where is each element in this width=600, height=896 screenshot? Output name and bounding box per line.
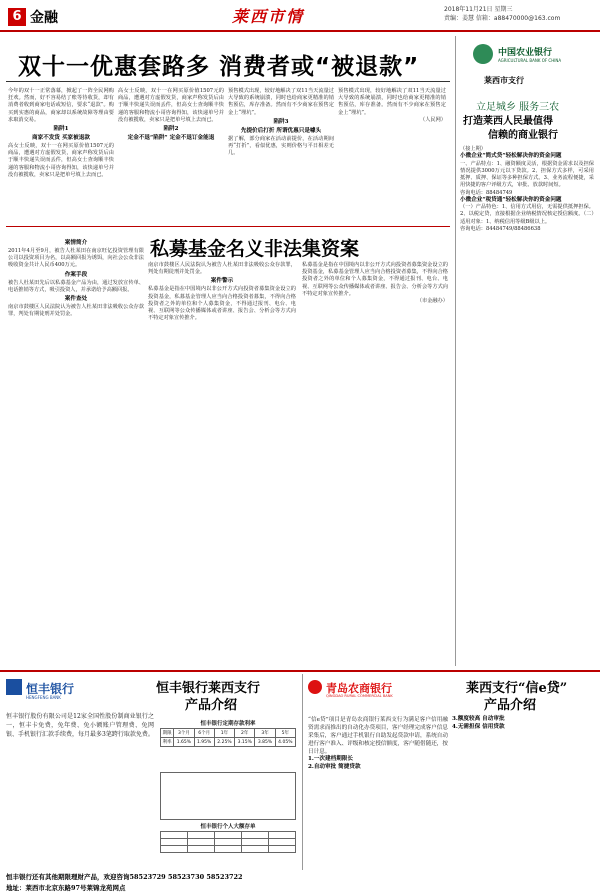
rate-cell: 3.85% [255,738,275,747]
rate-table [160,728,296,747]
header-rule [0,30,600,32]
abc-body [460,146,594,233]
qingdao-intro: “信e贷”项目是青岛农商银行莱西支行为满足客户信用融资需求而推出的自动化办贷项目，客户经理完成客户信息采集后，客户通过手机银行自助发起贷款申请，系统自动进行客户准入、评级和核定授信额度，客户随借随还，按日计息。 [308,717,448,755]
hengfeng-title1: 恒丰银行莱西支行 [156,681,261,696]
abc-product1: 小微企业“简式贷”轻松解决你的资金问题 [460,153,562,160]
masthead: 莱西市情 [232,7,305,26]
article1-sub1: 陷阱1 [53,126,69,133]
article1-sub3b: 先提价后打折 所谓优惠只是噱头 [240,127,322,134]
hengfeng-footer1: 恒丰银行还有其他期限理财产品，欢迎咨询58523729 58523730 58523722 [6,873,243,881]
rate-cell: 1.65% [174,738,194,747]
case1-body: 2011年4月至9月，被告人杜某田在南京旺亿投资管理有限公司以投资项目为名，以高额回报为诱饵，向社会公众非法吸收资金共计人民币400万元。 [8,248,144,269]
sample-table-caption: 恒丰银行个人大额存单 [200,824,256,830]
article1-col1 [8,88,114,179]
abc-bank-en: AGRICULTURAL BANK OF CHINA [498,58,562,63]
article2-col2 [148,262,296,322]
qingdao-col1 [308,716,448,771]
abc-contact1: 咨询电话：88484749 [460,189,513,196]
case3-body: 南京市鼓楼区人民法院认为被告人杜某田非法吸收公众存款罪，判处有期徒刑并处罚金。 [8,304,144,318]
article1-author: （人民网） [420,116,446,123]
rate-cell: 3.15% [235,738,255,747]
bottom-ads-rule [0,670,600,672]
rate-cell: 2.25% [214,738,234,747]
article2-headline: 私募基金名义非法集资案 [150,238,360,260]
article1-body2: 预售模式出现，较好地解决了双11当天流量过大导致的系统崩溃，同时也给商家更精准的销售预估，库存准备。然而有不少商家在预售定金上“埋坑”。 [228,88,334,116]
case2-title: 作案手段 [64,271,88,278]
abc-slogan3: 信赖的商业银行 [488,130,558,141]
abc-logo-icon [473,44,493,64]
rate-value-row [161,738,296,747]
bottom-ad-divider [302,674,303,870]
product-info-box [160,772,296,820]
article1-intro: 今年的双十一正常落幕，掀起了一阵全民网购狂欢。然而，好不容易结了账等待收货，却有消费者收到商家电话或短信，要求“退款”。购买到实惠的商品，商家却以系统故障等理由要求取消交易。 [8,88,114,123]
section-title: 金融 [30,10,58,26]
article1-sub1b: 商家不发货 买家被退款 [32,135,90,142]
rate-header-cell: 1年 [214,729,234,738]
rate-cell: 4.05% [275,738,295,747]
rate-header-cell: 3个月 [174,729,194,738]
qingdao-logo-icon [308,680,322,694]
article2-col1 [8,238,144,318]
rate-header-cell: 2年 [235,729,255,738]
article1-body3-cont: 预售模式出现，较好地解决了双11当天流量过大导致的系统崩溃，同时也给商家更精准的销售预估，库存准备。然而有不少商家在预售定金上“埋坑”。 [338,88,446,116]
ad-column-divider [455,36,456,666]
rate-header-cell: 期限 [161,729,174,738]
qingdao-col2 [452,716,594,731]
article1-body3: 据了解，部分商家在活动前提价，在活动期间再“打折”，看似优惠，实则价格与平日相差无几。 [228,135,334,157]
abc-slogan2: 打造莱西人民最值得 [463,116,553,127]
dateline: 2018年11月21日 星期三 [444,6,513,13]
warning-body-cont: 私募基金是指在中国境内以非公开方式向投资者募集资金设立的投资基金，私募基金管理人应当向合格投资者募集，不得向合格投资者之外的单位和个人募集资金，不得通过报刊、电台、电视、互联网等公众传播媒体或者讲座、报告会、分析会等方式向不特定对象宣传推介。 [302,262,448,297]
article1-body1-cont: 高女士反映，双十一在网买原价值1507元的商品，遭遇对方虚假发货，商家声称发货后由于顺丰快递失误而丢件，但高女士查询顺丰快递的客服和物流小哥咨询得知，该快递单号并没有被揽收，卖家只是把单号填上去而已。 [118,88,224,123]
hengfeng-bank-en: HENGFENG BANK [26,695,61,700]
article1-headline: 双十一优惠套路多 消费者或“被退款” [18,54,420,80]
abc-product1-body: 一、产品特点：1、融资额度灵活，根据资金需求以及担保情况提供3000万元以下贷款。2、担保方式多样，可采用抵押、质押、保证等多种担保方式。3、业务流程便捷，采用快捷的客户评级方式，审批、放款时间短。 [460,160,594,189]
article1-sub3: 陷阱3 [273,118,289,125]
abc-branch: 莱西市支行 [484,75,524,85]
qingdao-bank-en: QINGDAO RURAL COMMERCIAL BANK [326,694,393,698]
article-separator [6,226,450,227]
article1-col2 [118,88,224,143]
warning-body: 私募基金是指在中国境内以非公开方式向投资者募集资金设立的投资基金，私募基金管理人应当向合格投资者募集，不得向合格投资者之外的单位和个人募集资金，不得通过报刊、电台、电视、互联网等公众传播媒体或者讲座、报告会、分析会等方式向不特定对象宣传推介。 [148,286,296,322]
rate-cell: 1.95% [194,738,214,747]
abc-section: （接上期） [460,146,486,152]
article2-col3 [302,262,448,305]
abc-product2-body: （一）产品特色：1、信用方式用信，无需提供抵押担保。2、以税定贷，直接根据企业纳税情况核定授信额度。（二）适用对象：1、纳税信用等级B级以上。 [460,204,594,225]
editor-line: 责编：姜慧 信箱：a88470000@163.com [444,15,561,22]
qingdao-point1: 1.一次建档期限长 [308,756,353,762]
case1-title: 案情简介 [64,240,88,246]
hengfeng-bank-name: 恒丰银行 [26,682,75,696]
page-number: 6 [8,8,26,26]
article1-col4 [338,88,446,124]
qingdao-point3: 3.额度较高 自动审批 [452,716,505,722]
case3-body-cont: 南京市鼓楼区人民法院认为被告人杜某田非法吸收公众存款罪，判处有期徒刑并处罚金。 [148,262,296,276]
abc-product2: 小微企业“税贷通”轻松解决你的资金问题 [460,196,562,203]
article1-col3 [228,88,334,157]
rate-table-caption: 恒丰银行定期存款利率 [200,721,256,727]
hengfeng-intro: 恒丰银行股份有限公司是12家全国性股份制商业银行之一，恒丰卡免费，免年费、免小额账户管理费、免网银、手机银行汇款手续费，每月最多3笔跨行取款免费。 [6,713,154,738]
hengfeng-intro-block [6,712,154,739]
qingdao-point4: 4.无需担保 信用贷款 [452,723,505,730]
article1-sub2b: 定金不退“陷阱” 定金不退订金能退 [127,135,215,142]
qingdao-point2: 2.自动审批 简捷贷款 [308,763,361,770]
qingdao-title1: 莱西支行“信e贷” [466,681,568,696]
article2-author: （市金融办） [416,298,448,305]
sample-table [160,831,296,853]
rate-header-row [161,729,296,738]
rate-header-cell: 5年 [275,729,295,738]
article1-body1: 高女士反映，双十一在网买原价值1507元的商品，遭遇对方虚假发货，商家声称发货后由于顺丰快递失误而丢件，但高女士查询顺丰快递的客服和物流小哥咨询得知，该快递单号并没有被揽收，卖家只是把单号填上去而已。 [8,143,114,178]
warning-title: 案件警示 [210,278,234,285]
case3-title: 案件查处 [64,296,88,303]
rate-header-cell: 6个月 [194,729,214,738]
abc-slogan1: 立足城乡 服务三农 [476,102,560,113]
rate-cell: 利率 [161,738,174,747]
page-header [0,0,600,32]
abc-contact2: 咨询电话：84484749/88486638 [460,225,541,232]
hengfeng-footer2: 地址：莱西市北京东路97号莱锦龙苑网点 [6,884,126,892]
qingdao-title2: 产品介绍 [484,698,537,713]
article1-sub2: 陷阱2 [163,126,179,133]
rate-header-cell: 3年 [255,729,275,738]
hengfeng-logo-icon [6,679,22,695]
article1-divider [6,81,450,82]
hengfeng-title2: 产品介绍 [185,698,238,713]
abc-bank-name: 中国农业银行 [498,48,553,58]
qingdao-bank-name: 青岛农商银行 [326,682,392,695]
case2-body: 被告人杜某田先后以私募基金产品为由，通过发放宣传单、电话推销等方式，吸引投资人，并承诺给予高额回报。 [8,279,144,293]
